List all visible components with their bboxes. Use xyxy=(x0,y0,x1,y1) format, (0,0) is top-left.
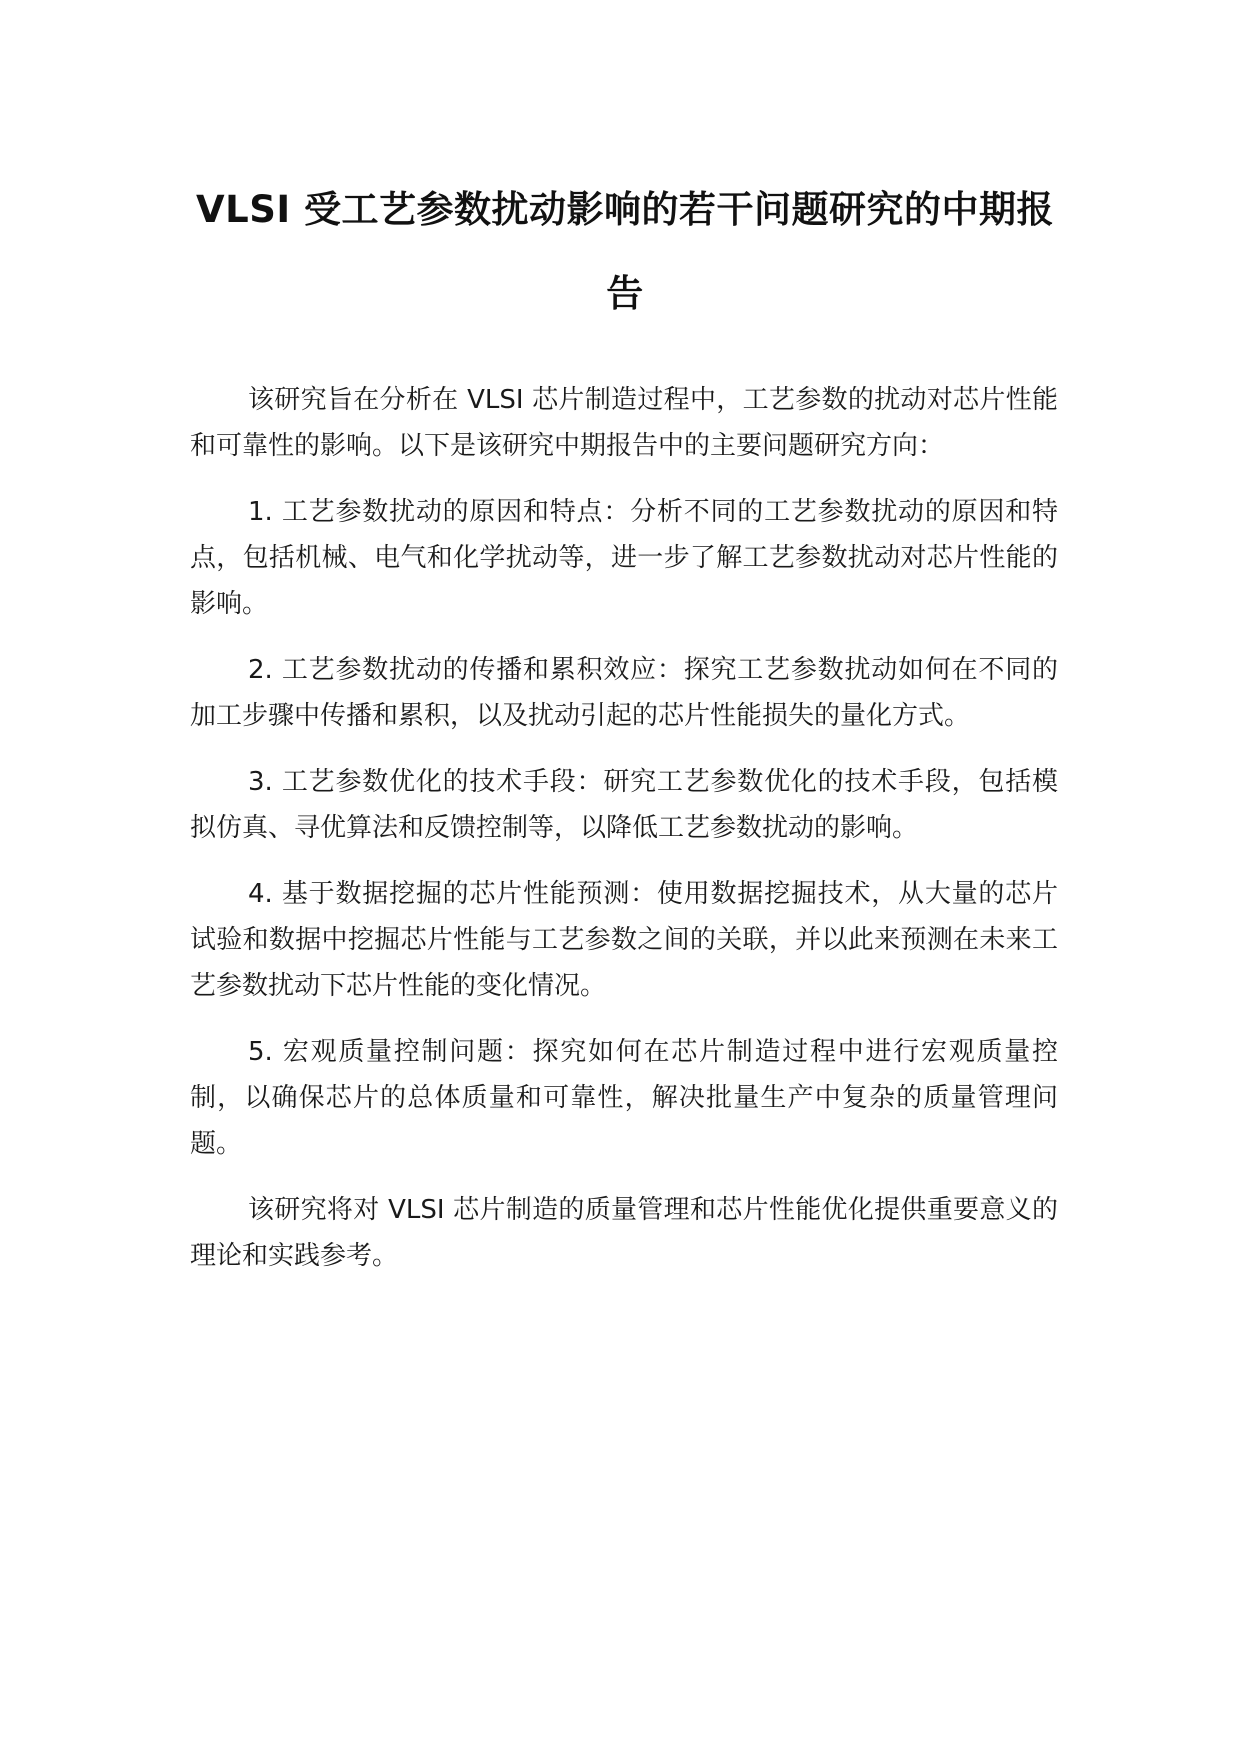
list-item: 4. 基于数据挖掘的芯片性能预测：使用数据挖掘技术，从大量的芯片试验和数据中挖掘芯片性能与工艺参数之间的关联，并以此来预测在未来工艺参数扰动下芯片性能的变化情况。 xyxy=(190,879,1058,1001)
list-item: 5. 宏观质量控制问题：探究如何在芯片制造过程中进行宏观质量控制，以确保芯片的总体质量和可靠性，解决批量生产中复杂的质量管理问题。 xyxy=(190,1037,1058,1159)
list-item: 2. 工艺参数扰动的传播和累积效应：探究工艺参数扰动如何在不同的加工步骤中传播和累积，以及扰动引起的芯片性能损失的量化方式。 xyxy=(190,655,1058,731)
document-title: VLSI 受工艺参数扰动影响的若干问题研究的中期报告 xyxy=(195,188,1054,315)
document-body xyxy=(190,377,1058,1299)
list-item: 3. 工艺参数优化的技术手段：研究工艺参数优化的技术手段，包括模拟仿真、寻优算法和反馈控制等，以降低工艺参数扰动的影响。 xyxy=(190,767,1058,843)
intro-paragraph: 该研究旨在分析在 VLSI 芯片制造过程中，工艺参数的扰动对芯片性能和可靠性的影响。以下是该研究中期报告中的主要问题研究方向： xyxy=(190,385,1058,461)
list-item: 1. 工艺参数扰动的原因和特点：分析不同的工艺参数扰动的原因和特点，包括机械、电气和化学扰动等，进一步了解工艺参数扰动对芯片性能的影响。 xyxy=(190,497,1058,619)
conclusion-paragraph: 该研究将对 VLSI 芯片制造的质量管理和芯片性能优化提供重要意义的理论和实践参考。 xyxy=(190,1195,1058,1271)
